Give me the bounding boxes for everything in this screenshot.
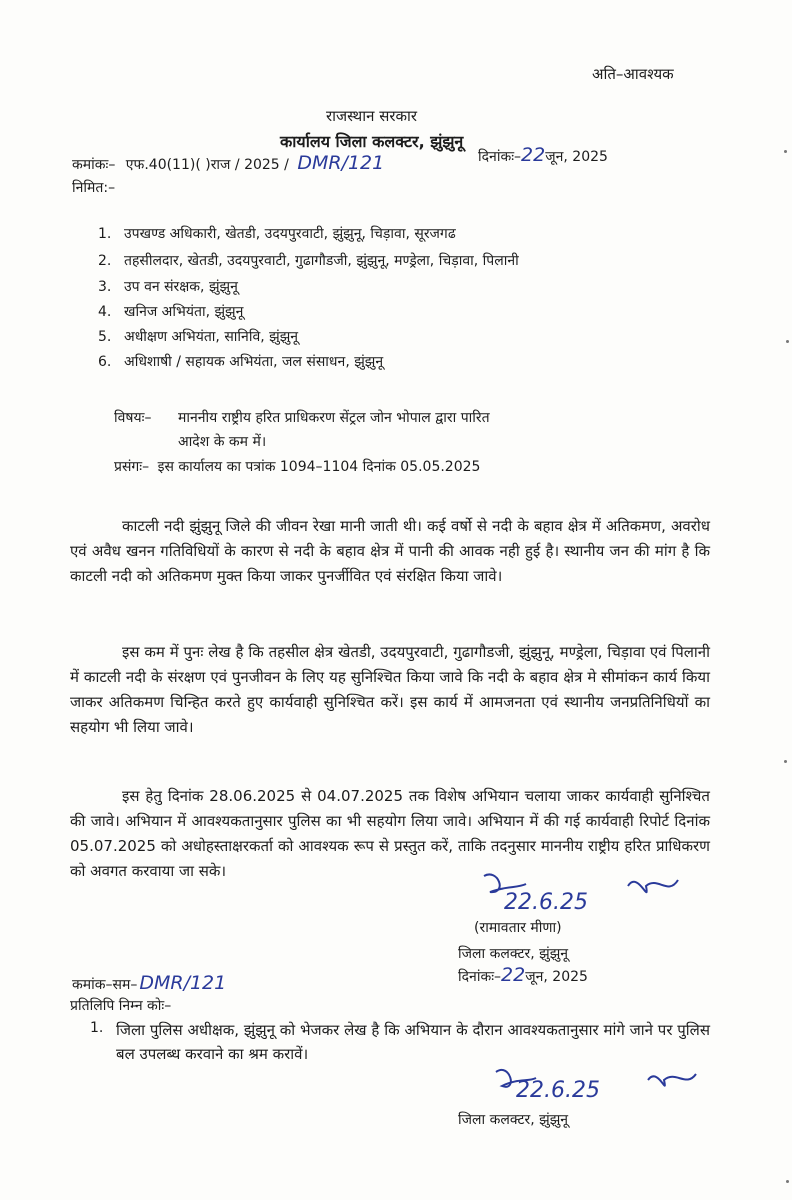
body-paragraph-3: इस हेतु दिनांक 28.06.2025 से 04.07.2025 तक विशेष अभियान चलाया जाकर कार्यवाही सुनिश्चित की जावे। अभियान में आवश्यकतानुसार पुलिस का भी सहयोग लिया जावे। अभियान में की गई कार्यवाही रिपोर्ट दिनांक 05.07.2025 को अधोहस्ताक्षरकर्ता को आवश्यक रूप से प्रस्तुत करें, ताकि तदनुसार माननीय राष्ट्रीय हरित प्राधिकरण को अवगत करवाया जा सके। bbox=[70, 787, 710, 880]
for-action-label: निमित:– bbox=[72, 180, 116, 196]
body-paragraph-1: काटली नदी झुंझुनू जिले की जीवन रेखा मानी जाती थी। कई वर्षो से नदी के बहाव क्षेत्र में अतिकमण, अवरोध एवं अवैध खनन गतिविधियों के कारण से नदी के बहाव क्षेत्र में पानी की आवक नही हुई है। स्थानीय जन की मांग है कि काटली नदी को अतिकमण मुक्त किया जाकर पुनर्जीवित एवं संरक्षित किया जावे। bbox=[70, 517, 710, 585]
scan-speck bbox=[786, 340, 789, 343]
office-title: कार्यालय जिला कलक्टर, झुंझुनू bbox=[280, 132, 464, 151]
list-item: 5. अधीक्षण अभियंता, सानिवि, झुंझुनू bbox=[98, 329, 299, 345]
list-item: 6. अधिशाषी / सहायक अभियंता, जल संसाधन, झुंझुनू bbox=[98, 354, 384, 370]
copy-signatory-designation: जिला कलक्टर, झुंझुनू bbox=[458, 1112, 569, 1128]
date-label: दिनांकः– bbox=[478, 149, 522, 165]
scan-speck bbox=[784, 760, 787, 763]
urgency-marker: अति–आवश्यक bbox=[592, 65, 674, 83]
signature-1-initials: 22.6.25 bbox=[504, 890, 588, 915]
list-item: 2. तहसीलदार, खेतडी, उदयपुरवाटी, गुढागौडजी, झुंझुनू, मण्ड्रेला, चिड़ावा, पिलानी bbox=[98, 253, 519, 269]
date-day-handwritten: 22 bbox=[521, 144, 546, 166]
reference-label: कमांकः– bbox=[72, 157, 116, 173]
subject-label: विषयः– bbox=[114, 410, 152, 426]
body-paragraph-2: इस कम में पुनः लेख है कि तहसील क्षेत्र खेतडी, उदयपुरवाटी, गुढागौडजी, झुंझुनू, मण्ड्रेला, चिड़ावा एवं पिलानी में काटली नदी के संरक्षण एवं पुनजीवन के लिए यह सुनिश्चित किया जावे कि नदी के बहाव क्षेत्र मे सीमांकन कार्य किया जाकर अतिकमण चिन्हित करते हुए कार्यवाही सुनिश्चित करें। इस कार्य में आमजनता एवं स्थानीय जनप्रतिनिधियों का सहयोग भी लिया जावे। bbox=[70, 643, 710, 736]
signatory-name: (रामावतार मीणा) bbox=[474, 920, 562, 936]
copy-handwritten: DMR/121 bbox=[139, 972, 227, 994]
signature-1-date: दिनांकः–22जून, 2025 bbox=[458, 964, 588, 986]
list-item: 3. उप वन संरक्षक, झुंझुनू bbox=[98, 279, 238, 295]
list-item: 4. खनिज अभियंता, झुंझुनू bbox=[98, 304, 244, 320]
copy-item-number: 1. bbox=[90, 1020, 104, 1036]
prasang-text: इस कार्यालय का पत्रांक 1094–1104 दिनांक 05.05.2025 bbox=[157, 459, 481, 475]
date-month-year: जून, 2025 bbox=[545, 149, 608, 165]
subject-line-2: आदेश के कम में। bbox=[178, 434, 267, 450]
reference-value: एफ.40(11)( )राज / 2025 / bbox=[125, 157, 289, 173]
scan-speck bbox=[784, 150, 787, 153]
signature-2-initials: 22.6.25 bbox=[516, 1078, 600, 1103]
prasang-label: प्रसंगः– bbox=[114, 459, 150, 475]
copy-intro: प्रतिलिपि निम्न कोः– bbox=[70, 998, 172, 1014]
government-name: राजस्थान सरकार bbox=[326, 107, 418, 125]
copy-item-text: जिला पुलिस अधीक्षक, झुंझुनू को भेजकर लेख है कि अभियान के दौरान आवश्यकतानुसार मांगे जाने पर पुलिस बल उपलब्ध करवाने का श्रम करावें। bbox=[116, 1021, 710, 1063]
copy-label: कमांक–सम– bbox=[72, 977, 138, 993]
reference-prasang bbox=[114, 457, 480, 476]
letter-date bbox=[478, 144, 608, 166]
subject-line-1: माननीय राष्ट्रीय हरित प्राधिकरण सेंट्रल जोन भोपाल द्वारा पारित bbox=[178, 410, 490, 426]
reference-handwritten: DMR/121 bbox=[297, 152, 385, 174]
copy-reference bbox=[72, 972, 226, 994]
signature-2 bbox=[492, 1062, 712, 1116]
signatory-designation: जिला कलक्टर, झुंझुनू bbox=[458, 946, 569, 962]
reference-number bbox=[72, 152, 384, 174]
scan-speck bbox=[786, 1180, 789, 1183]
signature-1-date-day: 22 bbox=[501, 964, 526, 986]
list-item: 1. उपखण्ड अधिकारी, खेतडी, उदयपुरवाटी, झुंझुनू, चिड़ावा, सूरजगढ bbox=[98, 226, 456, 242]
